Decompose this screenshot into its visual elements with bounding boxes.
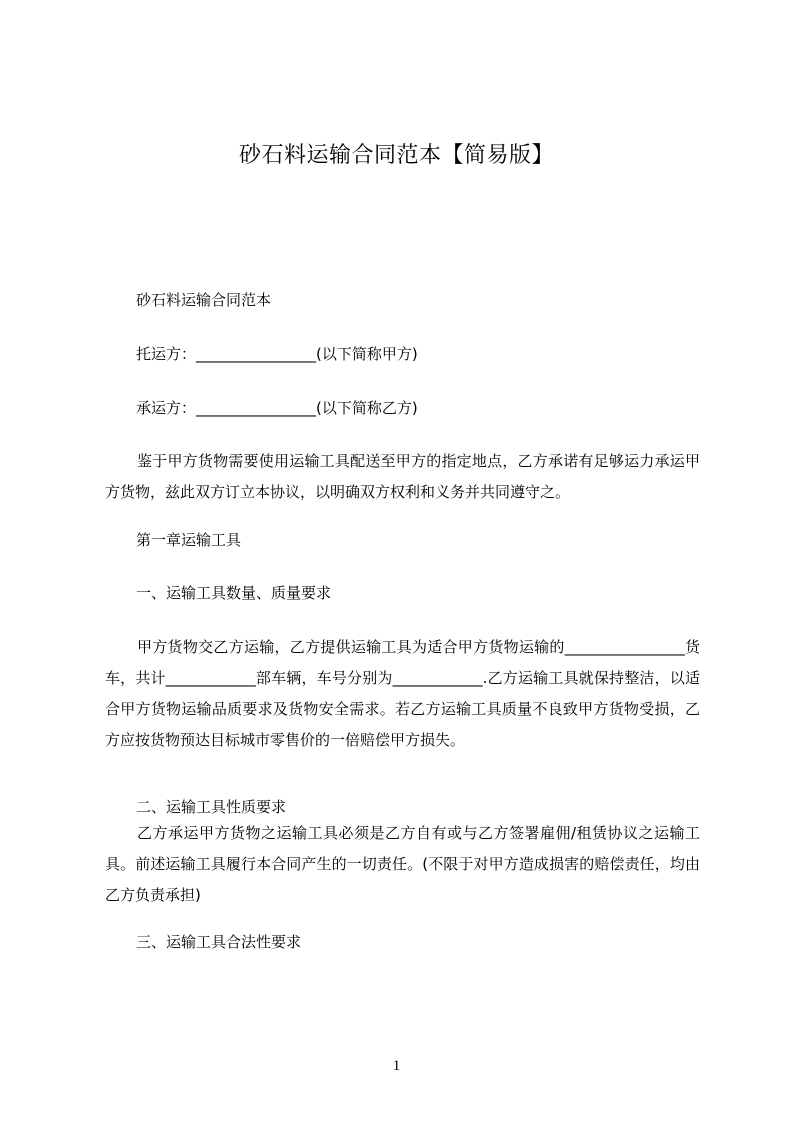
section-1-heading: 一、运输工具数量、质量要求: [136, 584, 332, 602]
page-number: 1: [392, 1058, 401, 1074]
section-3-heading: 三、运输工具合法性要求: [136, 933, 302, 951]
section-2-heading: 二、运输工具性质要求: [136, 798, 287, 816]
section-2-paragraph: 乙方承运甲方货物之运输工具必须是乙方自有或与乙方签署雇佣/租赁协议之运输工具。前述运输工具履行本合同产生的一切责任。(不限于对甲方造成损害的赔偿责任，均由乙方负责承担): [105, 824, 700, 904]
chapter-heading: 第一章运输工具: [136, 531, 242, 549]
document-subtitle: 砂石料运输合同范本: [136, 291, 272, 309]
section-1-paragraph: 甲方货物交乙方运输，乙方提供运输工具为适合甲方货物运输的________________货车，共计____________部车辆，车号分别为____________.乙方运输工具就保持整洁，以适合甲方货物运输品质要求及货物安全需求。若乙方运输工具质量不良致甲方货物受损，乙方应按货物预达目标城市零售价的一倍赔偿甲方损失。: [105, 638, 700, 749]
document-title: 砂石料运输合同范本【简易版】: [238, 143, 554, 168]
preamble-paragraph: 鉴于甲方货物需要使用运输工具配送至甲方的指定地点，乙方承诺有足够运力承运甲方货物，兹此双方订立本协议，以明确双方权利和义务并共同遵守之。: [105, 452, 700, 501]
consignor-line: 托运方：________________(以下简称甲方): [136, 345, 418, 363]
carrier-line: 承运方：________________(以下简称乙方): [136, 399, 418, 417]
